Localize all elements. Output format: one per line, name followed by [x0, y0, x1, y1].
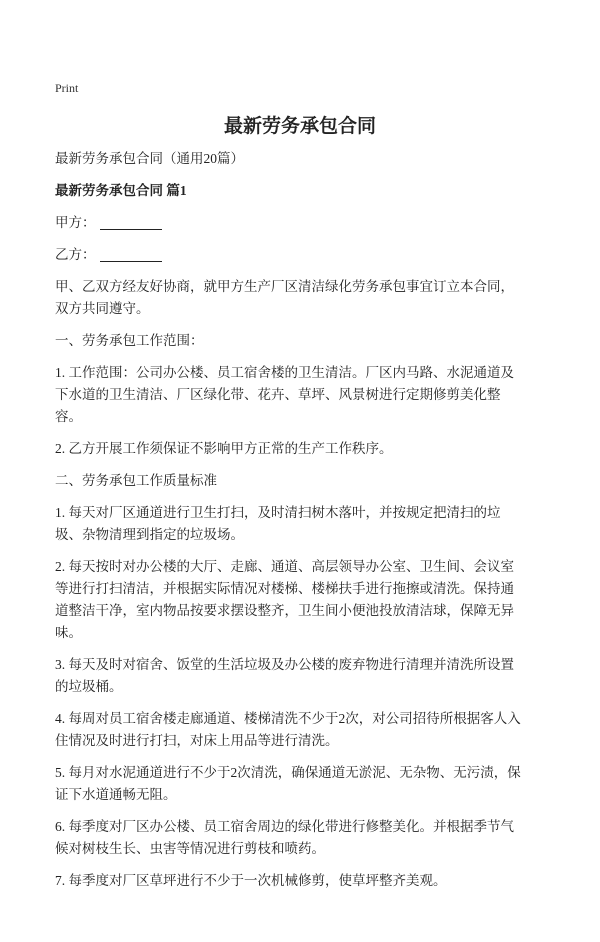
- document-subtitle: 最新劳务承包合同（通用20篇）: [55, 151, 244, 166]
- party-a-label: 甲方：: [55, 215, 96, 230]
- part1-heading: 一、劳务承包工作范围：: [55, 333, 204, 348]
- part2-item: 7. 每季度对厂区草坪进行不少于一次机械修剪，使草坪整齐美观。: [55, 873, 447, 888]
- section-heading: 最新劳务承包合同 篇1: [55, 183, 187, 198]
- party-a-blank: [100, 215, 162, 230]
- party-b-label: 乙方：: [55, 247, 96, 262]
- document-title: 最新劳务承包合同: [223, 116, 376, 137]
- part2-item: 3. 每天及时对宿舍、饭堂的生活垃圾及办公楼的废弃物进行清理并清洗所设置的垃圾桶。: [55, 657, 514, 694]
- party-b-blank: [100, 247, 162, 262]
- part2-item: 2. 每天按时对办公楼的大厅、走廊、通道、高层领导办公室、卫生间、会议室等进行打扫清洁，并根据实际情况对楼梯、楼梯扶手进行拖擦或清洗。保持通道整洁干净，室内物品按要求摆设整齐，卫生间小便池投放清洁球，保障无异味。: [55, 559, 514, 640]
- part2-item: 5. 每月对水泥通道进行不少于2次清洗，确保通道无淤泥、无杂物、无污渍，保证下水道通畅无阻。: [55, 765, 521, 802]
- part2-item: 1. 每天对厂区通道进行卫生打扫，及时清扫树木落叶，并按规定把清扫的垃圾、杂物清理到指定的垃圾场。: [55, 505, 501, 542]
- intro-paragraph: 甲、乙双方经友好协商，就甲方生产厂区清洁绿化劳务承包事宜订立本合同，双方共同遵守。: [55, 279, 514, 316]
- party-a-line: [55, 212, 525, 234]
- part2-item: 4. 每周对员工宿舍楼走廊通道、楼梯清洗不少于2次，对公司招待所根据客人入住情况及时进行打扫，对床上用品等进行清洗。: [55, 711, 521, 748]
- print-link[interactable]: Print: [55, 81, 79, 95]
- party-b-line: [55, 244, 525, 266]
- part1-item: 1. 工作范围：公司办公楼、员工宿舍楼的卫生清洁。厂区内马路、水泥通道及下水道的卫生清洁、厂区绿化带、花卉、草坪、风景树进行定期修剪美化整容。: [55, 365, 514, 424]
- part1-item: 2. 乙方开展工作须保证不影响甲方正常的生产工作秩序。: [55, 441, 393, 456]
- part2-heading: 二、劳务承包工作质量标准: [55, 473, 217, 488]
- part2-item: 6. 每季度对厂区办公楼、员工宿舍周边的绿化带进行修整美化。并根据季节气候对树枝生长、虫害等情况进行剪枝和喷药。: [55, 819, 514, 856]
